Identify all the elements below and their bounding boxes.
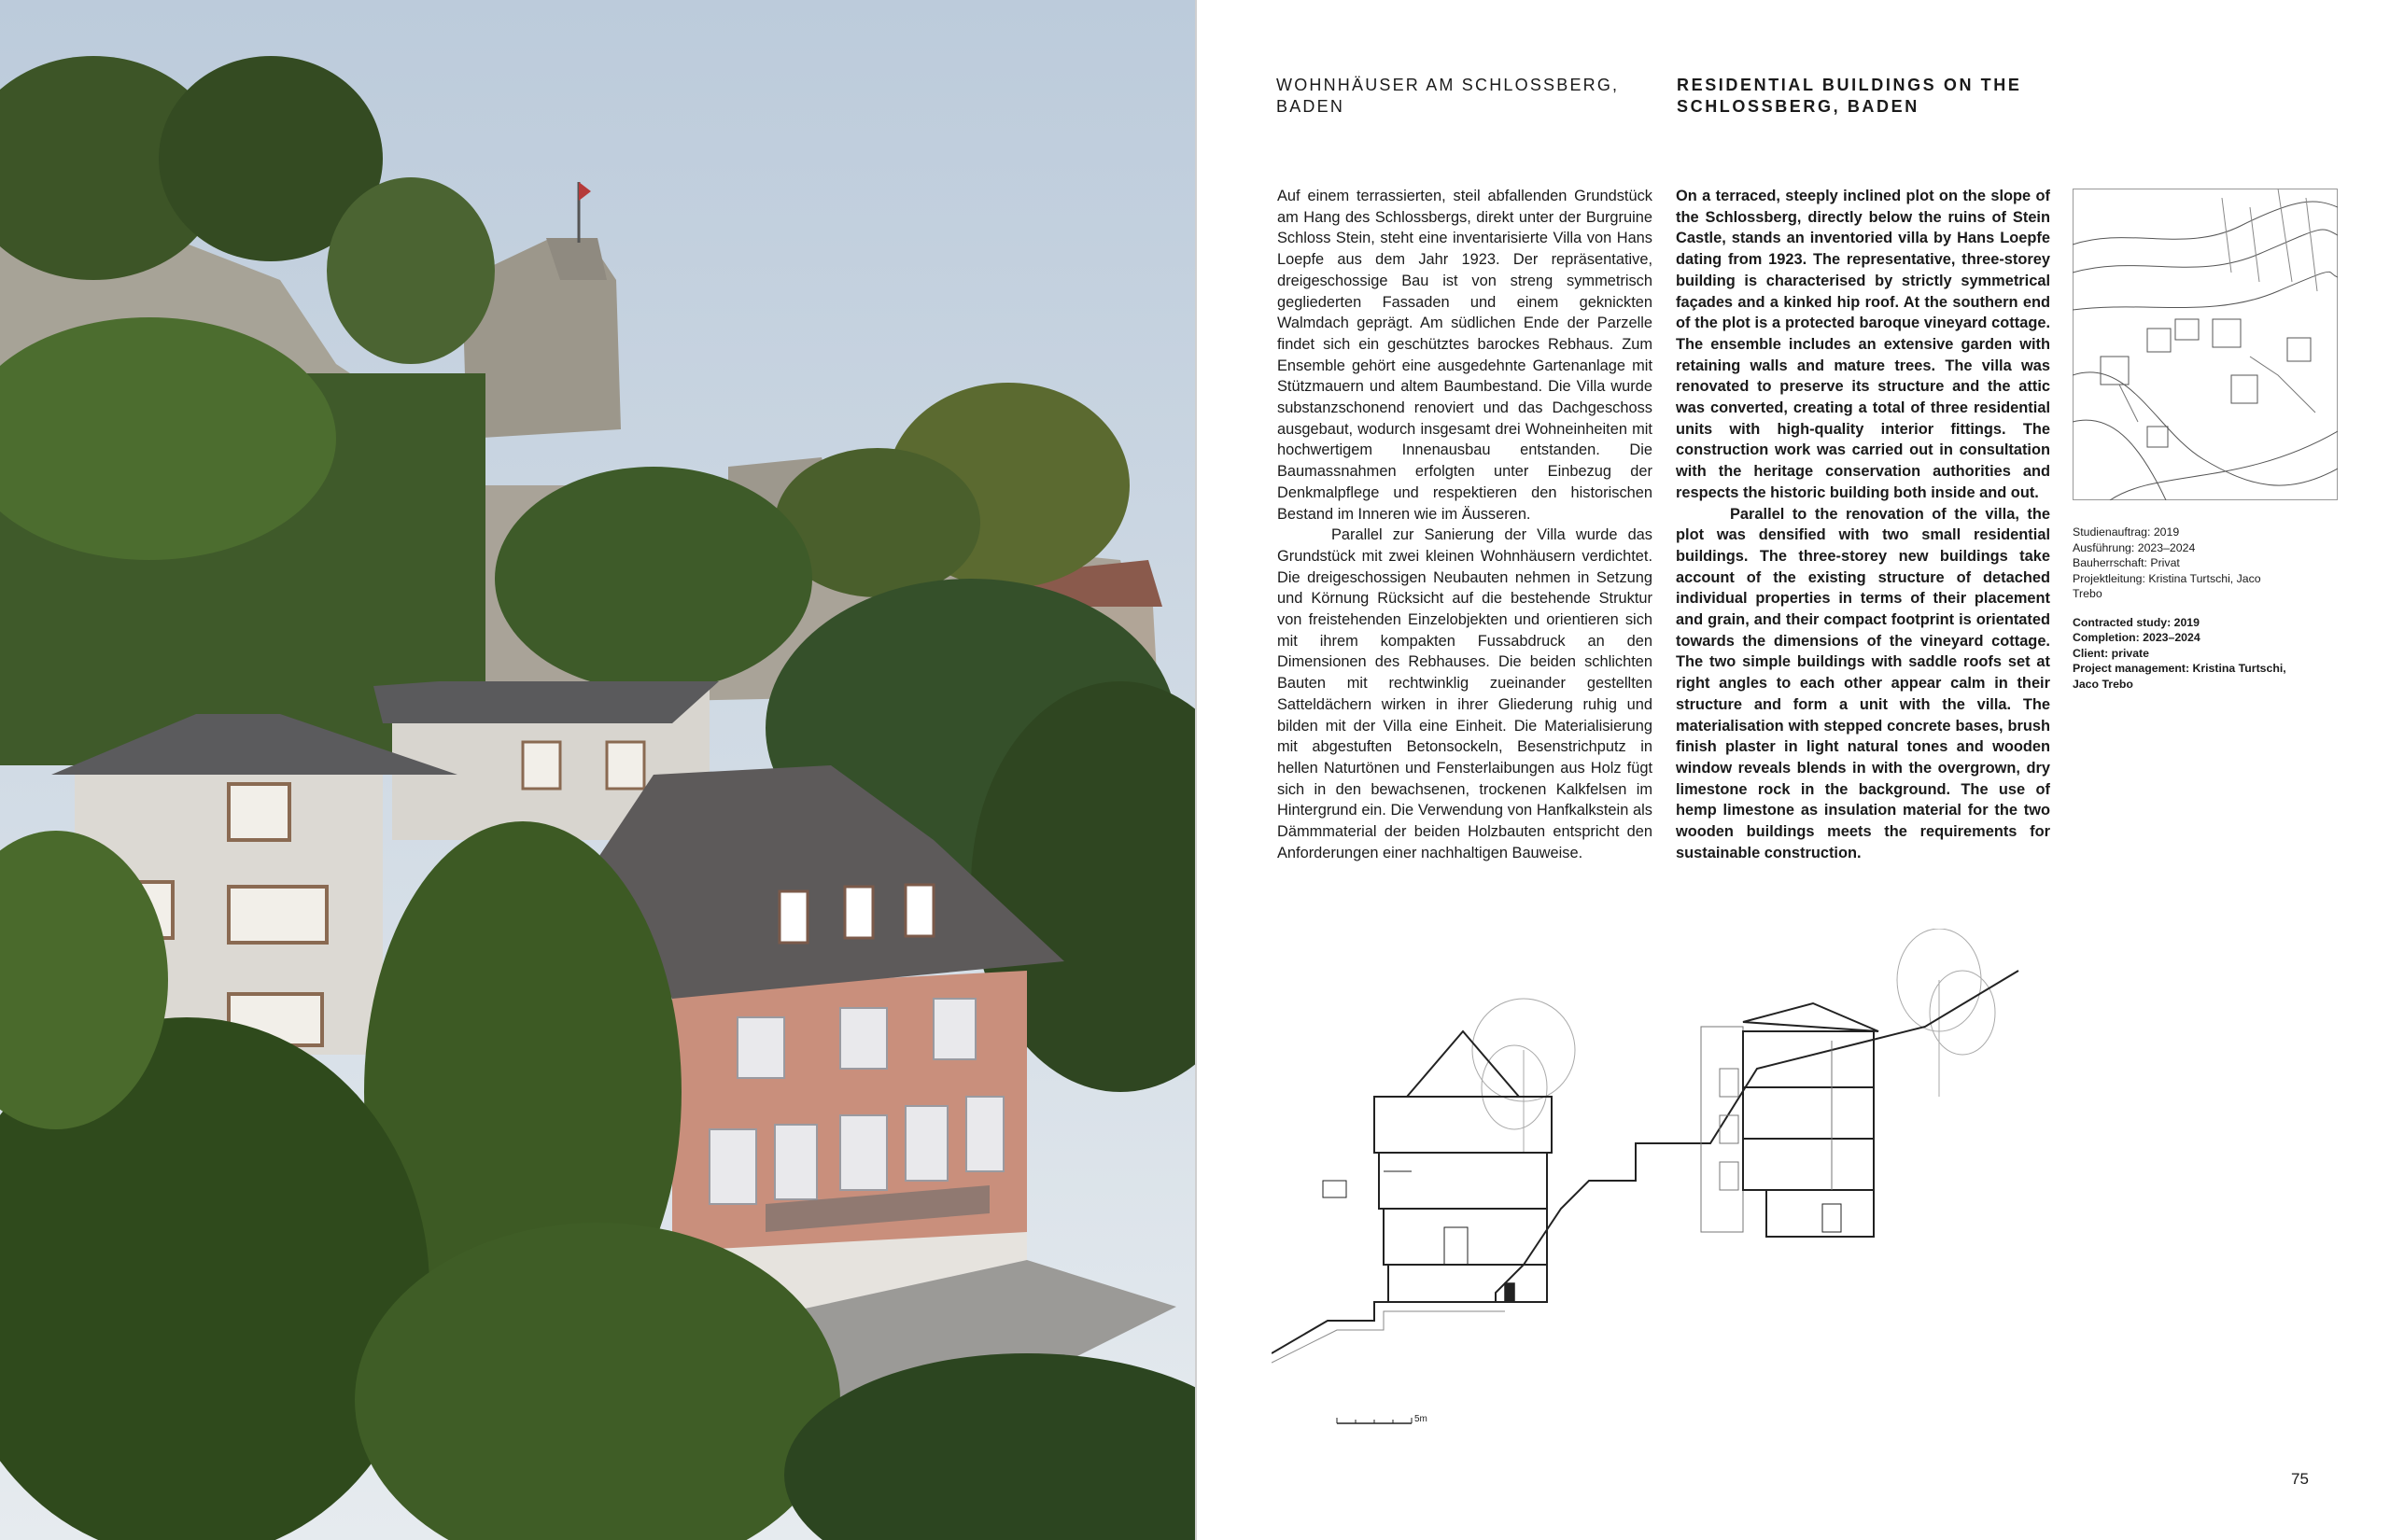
fact-line: Ausführung: 2023–2024 [2073, 540, 2196, 554]
dormer-window [780, 891, 808, 943]
body-column-english [1676, 186, 2050, 864]
fact-line: Bauherrschaft: Privat [2073, 556, 2180, 569]
fact-line: Client: private [2073, 646, 2149, 660]
paragraph: Parallel to the renovation of the villa, the plot was densified with two small residential buildings. The three-storey new buildings take account of the existing structure of detached individual properties in terms of their placement and grain, and their compact footprint is orientated towards the dimensions of the vineyard cottage. The two simple buildings with saddle roofs set at right angles to each other appear calm in their structure and form a unit with the villa. The materialisation with stepped concrete bases, brush finish plaster in light natural tones and wooden window reveals blends in with the overgrown, dry limestone rock in the background. The use of hemp limestone as insulation material for the two wooden buildings meets the requirements for sustainable construction. [1676, 505, 2050, 861]
heading-german: WOHNHÄUSER AM SCHLOSSBERG, BADEN [1276, 76, 1620, 116]
text-page [1197, 0, 2390, 1540]
scale-label: 5m [1414, 1414, 1427, 1424]
paragraph: On a terraced, steeply inclined plot on the slope of the Schlossberg, directly below the ruins of Stein Castle, stands an inventoried villa by Hans Loepfe dating from 1923. The representative, three-storey building is characterised by strictly symmetrical façades and a kinked hip roof. At the southern end of the plot is a protected baroque vineyard cottage. The ensemble includes an extensive garden with retaining walls and mature trees. The villa was renovated to preserve its structure and the attic was converted, creating a total of three residential units with high-quality interior fittings. The construction work was carried out in consultation with the heritage conservation authorities and respects the historic building both inside and out. [1676, 188, 2050, 501]
paragraph: Parallel zur Sanierung der Villa wurde das Grundstück mit zwei kleinen Wohnhäusern verdichtet. Die dreigeschossigen Neubauten nehmen in Setzung und Körnung Rücksicht auf die bestehende Struktur von freistehenden Einzelobjekten und orientieren sich mit ihrem kompakten Fussabdruck an den Dimensionen des Rebhauses. Die beiden schlichten Bauten mit rechtwinklig zueinander gestellten Satteldächern wirken in ihrer Gliederung ruhig und bilden mit der Villa eine Einheit. Die Materialisierung mit abgestuften Betonsockeln, Besenstrichputz in hellen Naturtönen und Fensterlaibungen aus Holz fügt sich in den bewachsenen, trockenen Kalkfelsen im Hintergrund ein. Die Verwendung von Hanfkalkstein als Dämmmaterial der beiden Holzbauten entspricht den Anforderungen einer nachhaltigen Bauweise. [1277, 526, 1652, 861]
heading-english: RESIDENTIAL BUILDINGS ON THE SCHLOSSBERG, BADEN [1677, 76, 2022, 116]
fact-line: Projektleitung: Kristina Turtschi, Jaco Trebo [2073, 571, 2261, 600]
fact-line: Completion: 2023–2024 [2073, 631, 2200, 644]
fact-line: Studienauftrag: 2019 [2073, 525, 2180, 539]
section-drawing [1272, 929, 2149, 1437]
body-column-german [1277, 186, 1652, 864]
fact-line: Contracted study: 2019 [2073, 615, 2200, 629]
fact-line: Project management: Kristina Turtschi, Jaco Trebo [2073, 662, 2286, 691]
project-facts [2073, 525, 2287, 692]
page-number: 75 [2291, 1470, 2309, 1488]
paragraph: Auf einem terrassierten, steil abfallenden Grundstück am Hang des Schlossbergs, direkt unter der Burgruine Schloss Stein, steht eine inventarisierte Villa von Hans Loepfe aus dem Jahr 1923. Der repräsentative, dreigeschossige Bau ist von streng symmetrisch gegliederten Fassaden und einem geknickten Walmdach geprägt. Am südlichen Ende der Parzelle findet sich ein geschütztes barockes Rebhaus. Zum Ensemble gehört eine ausgedehnte Gartenanlage mit Stützmauern und altem Baumbestand. Die Villa wurde substanzschonend renoviert und das Dachgeschoss ausgebaut, wodurch insgesamt drei Wohneinheiten mit hochwertigem Innenausbau entstanden. Die Baumassnahmen erfolgten unter Einbezug der Denkmalpflege und respektieren den historischen Bestand im Inneren wie im Äusseren. [1277, 188, 1652, 523]
site-plan-drawing [2073, 189, 2338, 500]
